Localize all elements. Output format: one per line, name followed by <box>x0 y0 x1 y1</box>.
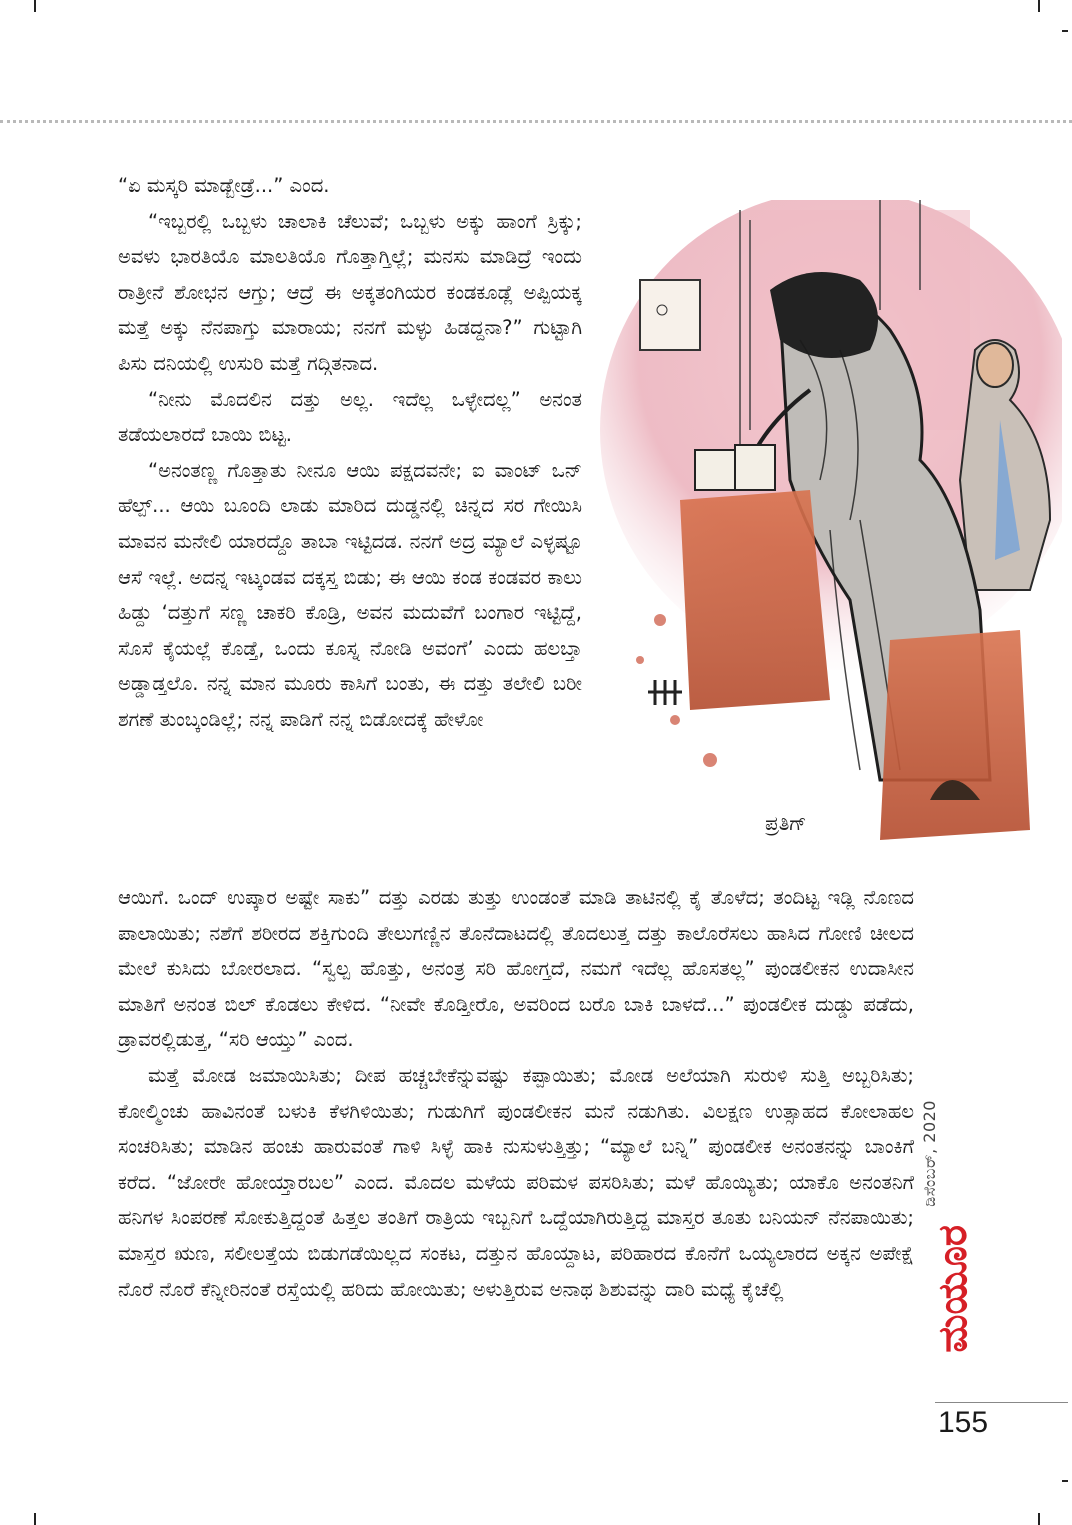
full-width-text <box>118 880 914 1307</box>
header-dotted-rule <box>0 120 1072 123</box>
crop-mark-top-left <box>34 0 36 12</box>
crop-mark-right-lower <box>1062 1480 1068 1482</box>
crop-mark-bottom-right <box>1038 1513 1040 1525</box>
paragraph: ಆಯಿಗೆ. ಒಂದ್ ಉಪ್ಕಾರ ಅಷ್ಟೇ ಸಾಕು” ದತ್ತು ಎರಡು ತುತ್ತು ಉಂಡಂತೆ ಮಾಡಿ ತಾಟಿನಲ್ಲಿ ಕೈ ತೊಳೆದ; ತಂದಿಟ್ಟ ಇಡ್ಲಿ ನೊಣದ ಪಾಲಾಯಿತು; ನಶೆಗೆ ಶರೀರದ ಶಕ್ತಿಗುಂದಿ ತೇಲುಗಣ್ಣಿನ ತೊನೆದಾಟದಲ್ಲಿ ತೊದಲುತ್ತ ದತ್ತು ಕಾಲೊರೆಸಲು ಹಾಸಿದ ಗೋಣಿ ಚೀಲದ ಮೇಲೆ ಕುಸಿದು ಬೋರಲಾದ. “ಸ್ವಲ್ಪ ಹೊತ್ತು, ಅನಂತ್ರ ಸರಿ ಹೋಗ್ತದೆ, ನಮಗೆ ಇದೆಲ್ಲ ಹೊಸತಲ್ಲ” ಪುಂಡಲೀಕನ ಉದಾಸೀನ ಮಾತಿಗೆ ಅನಂತ ಬಿಲ್ ಕೊಡಲು ಕೇಳಿದ. “ನೀವೇ ಕೊಡ್ತೀರೊ, ಅವರಿಂದ ಬರೊ ಬಾಕಿ ಬಾಳದೆ...” ಪುಂಡಲೀಕ ದುಡ್ಡು ಪಡೆದು, ಡ್ರಾವರಲ್ಲಿಡುತ್ತ, “ಸರಿ ಆಯ್ತು” ಎಂದ. <box>118 886 914 1052</box>
paragraph: “ಏ ಮಸ್ಕರಿ ಮಾಡ್ಬೇಡ್ರೆ...” ಎಂದ. <box>118 174 330 197</box>
paragraph: “ನೀನು ಮೊದಲಿನ ದತ್ತು ಅಲ್ಲ. ಇದೆಲ್ಲ ಒಳ್ಳೇದಲ್ಲ” ಅನಂತ ತಡೆಯಲಾರದೆ ಬಾಯಿ ಬಿಟ್ಟ. <box>118 387 582 447</box>
page-number-rule <box>935 1402 1068 1403</box>
story-illustration <box>600 200 1062 850</box>
crop-mark-bottom-left <box>34 1513 36 1525</box>
artist-signature: ಪ್ರತಿಗ್ <box>765 811 807 835</box>
crop-mark-right-upper <box>1062 30 1068 32</box>
magazine-logo: ಮಯೂರ <box>930 1225 976 1353</box>
issue-date: ಡಿಸೆಂಬರ್, 2020 <box>920 1100 939 1207</box>
paragraph: “ಅನಂತಣ್ಣ ಗೊತ್ತಾತು ನೀನೂ ಆಯಿ ಪಕ್ಷದವನೇ; ಐ ವಾಂಟ್ ಒನ್ ಹೆಲ್ಪ್... ಆಯಿ ಬೂಂದಿ ಲಾಡು ಮಾರಿದ ದುಡ್ಡನಲ್ಲಿ ಚಿನ್ನದ ಸರ ಗೇಯಿಸಿ ಮಾವನ ಮನೇಲಿ ಯಾರದ್ದೊ ತಾಬಾ ಇಟ್ಟಿದಡ. ನನಗೆ ಅದ್ರ ಮ್ಯಾಲೆ ಎಳ್ಳಷ್ಟೂ ಆಸೆ ಇಲ್ಲೆ. ಅದನ್ನ ಇಟ್ಕಂಡವ ದಕ್ಕಸ್ತ ಬಿಡು; ಈ ಆಯಿ ಕಂಡ ಕಂಡವರ ಕಾಲು ಹಿಡ್ದು ‘ದತ್ತುಗೆ ಸಣ್ಣ ಚಾಕರಿ ಕೊಡ್ರಿ, ಅವನ ಮದುವೆಗೆ ಬಂಗಾರ ಇಟ್ಟಿದ್ದೆ, ಸೊಸೆ ಕೈಯಲ್ಲೆ ಕೊಡ್ತೆ, ಒಂದು ಕೂಸ್ನ ನೋಡಿ ಅವಂಗೆ’ ಎಂದು ಹಲಬ್ತಾ ಅಡ್ಡಾಡ್ತಲೊ. ನನ್ನ ಮಾನ ಮೂರು ಕಾಸಿಗೆ ಬಂತು, ಈ ದತ್ತು ತಲೇಲಿ ಬರೀ ಶಗಣೆ ತುಂಬ್ಕಂಡಿಲ್ಲೆ; ನನ್ನ ಪಾಡಿಗೆ ನನ್ನ ಬಿಡೋದಕ್ಕೆ ಹೇಳೋ <box>118 458 582 731</box>
left-text-column <box>118 168 582 738</box>
paragraph: “ಇಬ್ಬರಲ್ಲಿ ಒಬ್ಬಳು ಚಾಲಾಕಿ ಚೆಲುವೆ; ಒಬ್ಬಳು ಅಕ್ಕು ಹಾಂಗೆ ಸ್ರಿಕ್ಕು; ಅವಳು ಭಾರತಿಯೊ ಮಾಲತಿಯೊ ಗೊತ್ತಾಗ್ತಿಲ್ಲೆ; ಮನಸು ಮಾಡಿದ್ರೆ ಇಂದು ರಾತ್ರೀನೆ ಶೋಭನ ಆಗ್ತು; ಆದ್ರೆ ಈ ಅಕ್ಕತಂಗಿಯರ ಕಂಡಕೂಡ್ಲೆ ಅಪ್ಪಿಯಕ್ಕ ಮತ್ತೆ ಅಕ್ಕು ನೆನಪಾಗ್ತು ಮಾರಾಯ; ನನಗೆ ಮಳ್ಳು ಹಿಡದ್ದನಾ?” ಗುಟ್ಟಾಗಿ ಪಿಸು ದನಿಯಲ್ಲಿ ಉಸುರಿ ಮತ್ತೆ ಗದ್ಗಿತನಾದ. <box>118 209 582 375</box>
paragraph: ಮತ್ತೆ ಮೋಡ ಜಮಾಯಿಸಿತು; ದೀಪ ಹಚ್ಚಬೇಕೆನ್ನುವಷ್ಟು ಕಪ್ಪಾಯಿತು; ಮೋಡ ಅಲೆಯಾಗಿ ಸುರುಳಿ ಸುತ್ತಿ ಅಬ್ಬರಿಸಿತು; ಕೋಲ್ಮಿಂಚು ಹಾವಿನಂತೆ ಬಳುಕಿ ಕೆಳಗಿಳಿಯಿತು; ಗುಡುಗಿಗೆ ಪುಂಡಲೀಕನ ಮನೆ ನಡುಗಿತು. ವಿಲಕ್ಷಣ ಉತ್ಸಾಹದ ಕೋಲಾಹಲ ಸಂಚರಿಸಿತು; ಮಾಡಿನ ಹಂಚು ಹಾರುವಂತೆ ಗಾಳಿ ಸಿಳ್ಳೆ ಹಾಕಿ ನುಸುಳುತ್ತಿತ್ತು; “ಮ್ಯಾಲೆ ಬನ್ನಿ” ಪುಂಡಲೀಕ ಅನಂತನನ್ನು ಬಾಂಕಿಗೆ ಕರೆದ. “ಜೋರೇ ಹೋಯ್ತಾರಬಲ” ಎಂದ. ಮೊದಲ ಮಳೆಯ ಪರಿಮಳ ಪಸರಿಸಿತು; ಮಳೆ ಹೊಯ್ಯಿತು; ಯಾಕೊ ಅನಂತನಿಗೆ ಹನಿಗಳ ಸಿಂಪರಣೆ ಸೋಕುತ್ತಿದ್ದಂತೆ ಹಿತ್ತಲ ತಂತಿಗೆ ರಾತ್ರಿಯ ಇಬ್ಬನಿಗೆ ಒದ್ದೆಯಾಗಿರುತ್ತಿದ್ದ ಮಾಸ್ತರ ತೂತು ಬನಿಯನ್ ನೆನಪಾಯಿತು; ಮಾಸ್ತರ ಋಣ, ಸಲೀಲತ್ತೆಯ ಬಿಡುಗಡೆಯಿಲ್ಲದ ಸಂಕಟ, ದತ್ತುನ ಹೊಯ್ದಾಟ, ಪರಿಹಾರದ ಕೊನೆಗೆ ಒಯ್ಯಲಾರದ ಅಕ್ಕನ ಅಪೇಕ್ಷೆ ನೊರೆ ನೊರೆ ಕೆನ್ನೀರಿನಂತೆ ರಸ್ತೆಯಲ್ಲಿ ಹರಿದು ಹೋಯಿತು; ಅಳುತ್ತಿರುವ ಅನಾಥ ಶಿಶುವನ್ನು ದಾರಿ ಮಧ್ಯೆ ಕೈಚೆಲ್ಲಿ <box>118 1063 914 1301</box>
crop-mark-top-right <box>1038 0 1040 12</box>
page-number: 155 <box>938 1406 989 1439</box>
